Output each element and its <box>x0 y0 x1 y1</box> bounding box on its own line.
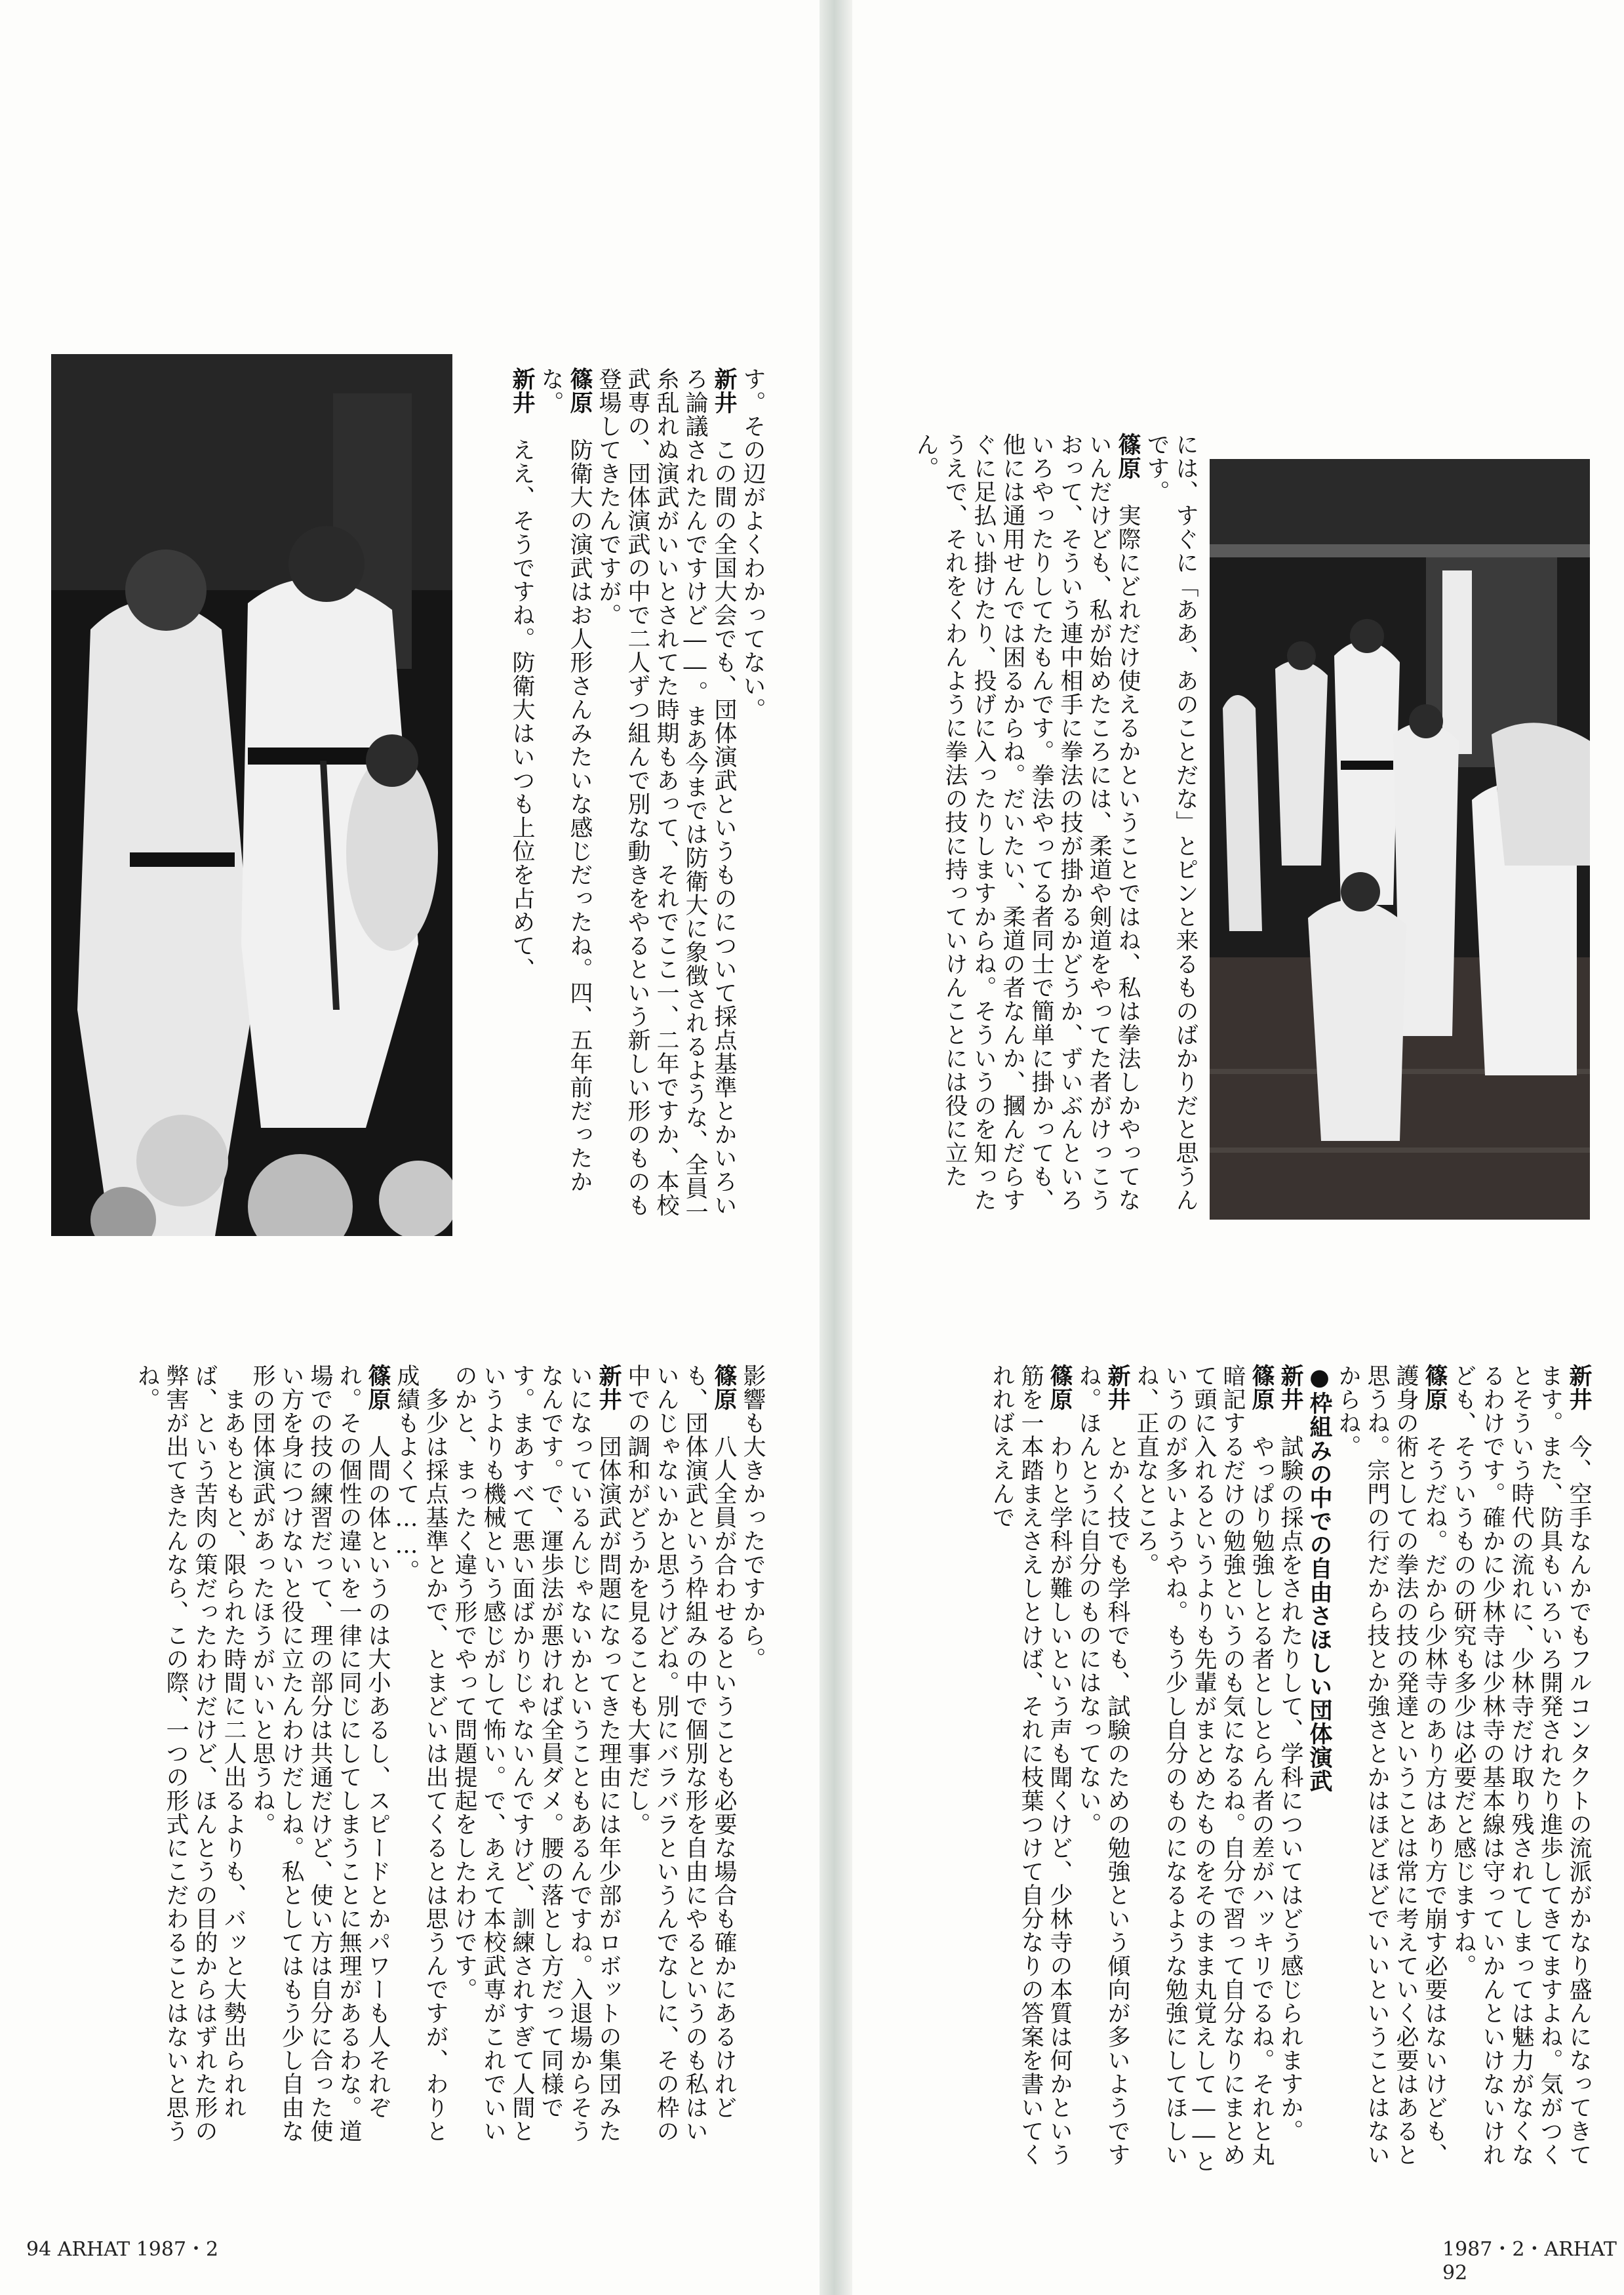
left-photo-two-karateka <box>51 354 452 1236</box>
left-upper-para-3: 篠原 防衛大の演武はお人形さんみたいな感じだったね。四、五年前だったかな。 <box>538 367 593 1193</box>
left-lower-text <box>52 1364 767 2164</box>
left-lower-para-1: 影響も大きかったですから。 <box>740 1364 766 1671</box>
right-photo-dojo-practice <box>1210 459 1590 1220</box>
left-upper-text <box>469 367 767 1239</box>
right-page <box>852 0 1624 2295</box>
right-upper-para-1: には、すぐに「ああ、あのことだな」とピンと来るものばかりだと思うんです。 <box>1143 433 1198 1212</box>
left-lower-para-5: 篠原 人間の体というのは大小あるし、スピードとかパワーも人それぞれ。その個性の違いを一律に同じにしてしまうことに無理があるわな。道場での技の練習だって、理の部分は共通だけど、使い方は自分に合った使い方を身につけないと役に立たんわけだしね。私としてはもう少し自由な形の団体演武があったほうがいいと思うね。 <box>249 1364 391 2143</box>
right-lower-para-5: 新井 とかく技でも学科でも、試験のための勉強という傾向が多いようですね。ほんとうに自分のものにはなってない。 <box>1075 1364 1131 2166</box>
left-upper-para-1: す。その辺がよくわかってない。 <box>740 367 766 721</box>
right-lower-para-1: 新井 今、空手なんかでもフルコンタクトの流派がかなり盛んになってきてます。また、防具もいろいろ開発されたり進歩してきてますよね。気がつくとそういう時代の流れに、少林寺だけ取り残されてしまっては魅力がなくなるわけです。確かに少林寺は少林寺の基本線は守っていかんといけないけれども、そういうものの研究も多少は必要だと感じますね。 <box>1450 1364 1593 2166</box>
page-gutter <box>820 0 852 2295</box>
left-lower-para-4: 多少は採点基準とかで、とまどいは出てくるとは思うんですが、わりと成績もよくて……。 <box>393 1364 448 2143</box>
right-photo-graphic <box>1210 459 1590 1220</box>
right-lower-para-3: 新井 試験の採点をされたりして、学科についてはどう感じられますか。 <box>1277 1364 1304 2143</box>
left-upper-para-2: 新井 この間の全国大会でも、団体演武というものについて採点基準とかいろいろ論議されたんですけど――。まあ今までは防衛大に象徴されるような、全員一糸乱れぬ演武がいいとされてた時期もあって、それでここ一、二年ですか、本校武専の、団体演武の中で二人ずつ組んで別な動きをやるという新しい形のものも登場してきたんですが。 <box>595 367 738 1224</box>
left-photo-graphic <box>51 354 452 1236</box>
right-lower-para-4: 篠原 やっぱり勉強しとる者としとらん者の差がハッキリでるね。それと丸暗記するだけの勉強というのも気になるね。自分で習って自分なりにまとめて頭に入れるというよりも先輩がまとめたものをそのまま丸覚えして――というのが多いようやね。もう少し自分のものになるような勉強にしてほしいね、正直なところ。 <box>1133 1364 1275 2173</box>
left-lower-para-6: まあもともと、限られた時間に二人出るよりも、バッと大勢出られれば、という苦肉の策だったわけだけど、ほんとうの目的からはずれた形の弊害が出てきたんなら、この際、一つの形式にこだわることはないと思うね。 <box>134 1364 247 2143</box>
left-lower-para-3: 新井 団体演武が問題になってきた理由には年少部がロボットの集団みたいになっているんじゃないかということもあるんですね。入退場からそうなんです。で、運歩法が悪ければ全員ダメ。腰の落とし方だって同様です。まあすべて悪い面ばかりじゃないんですけど、訓練されすぎて人間というよりも機械という感じがして怖い。で、あえて本校武専がこれでいいのかと、まったく違う形でやって問題提起をしたわけです。 <box>451 1364 622 2143</box>
right-lower-text <box>879 1364 1593 2177</box>
right-lower-para-2: 篠原 そうだね。だから少林寺のあり方はあり方で崩す必要はないけども、護身の術としての拳法の技の発達ということは常に考えていく必要はあると思うね。宗門の行だから技とか強さとかはほどほどでいいということはないからね。 <box>1335 1364 1448 2166</box>
right-folio: 1987・2・ARHAT 92 <box>1442 2238 1617 2285</box>
left-lower-para-2: 篠原 八人全員が合わせるということも必要な場合も確かにあるけれども、団体演武という枠組みの中で個別な形を自由にやるというのも私はいいんじゃないかと思うけどね。別にバラバラというんでなしに、その枠の中での調和がどうかを見ることも大事だし。 <box>624 1364 738 2143</box>
right-upper-para-2: 篠原 実際にどれだけ使えるかということではね、私は拳法しかやってないんだけども、私が始めたころには、柔道や剣道をやってた者がけっこうおって、そういう連中相手に拳法の技が掛かるかどうか、ずいぶんといろいろやったりしてたもんです。拳法やってる者同士で簡単に掛かっても、他には通用せんでは困るからね。だいたい、柔道の者なんか、摑んだらすぐに足払い掛けたり、投げに入ったりしますからね。そういうのを知ったうえで、それをくわんように拳法の技に持っていけんことには役に立たん。 <box>913 433 1141 1212</box>
section-heading: ●枠組みの中での自由さほしい団体演武 <box>1306 1364 1333 1793</box>
right-lower-para-6: 篠原 わりと学科が難しいという声も聞くけど、少林寺の本質は何かという筋を一本踏まえさえしとけば、それに枝葉つけて自分なりの答案を書いてくれればええんで <box>989 1364 1073 2166</box>
right-upper-text <box>879 433 1200 1213</box>
left-folio: 94 ARHAT 1987・2 <box>26 2238 219 2261</box>
left-upper-para-4: 新井 ええ、そうですね。防衛大はいつも上位を占めて、 <box>509 367 536 981</box>
